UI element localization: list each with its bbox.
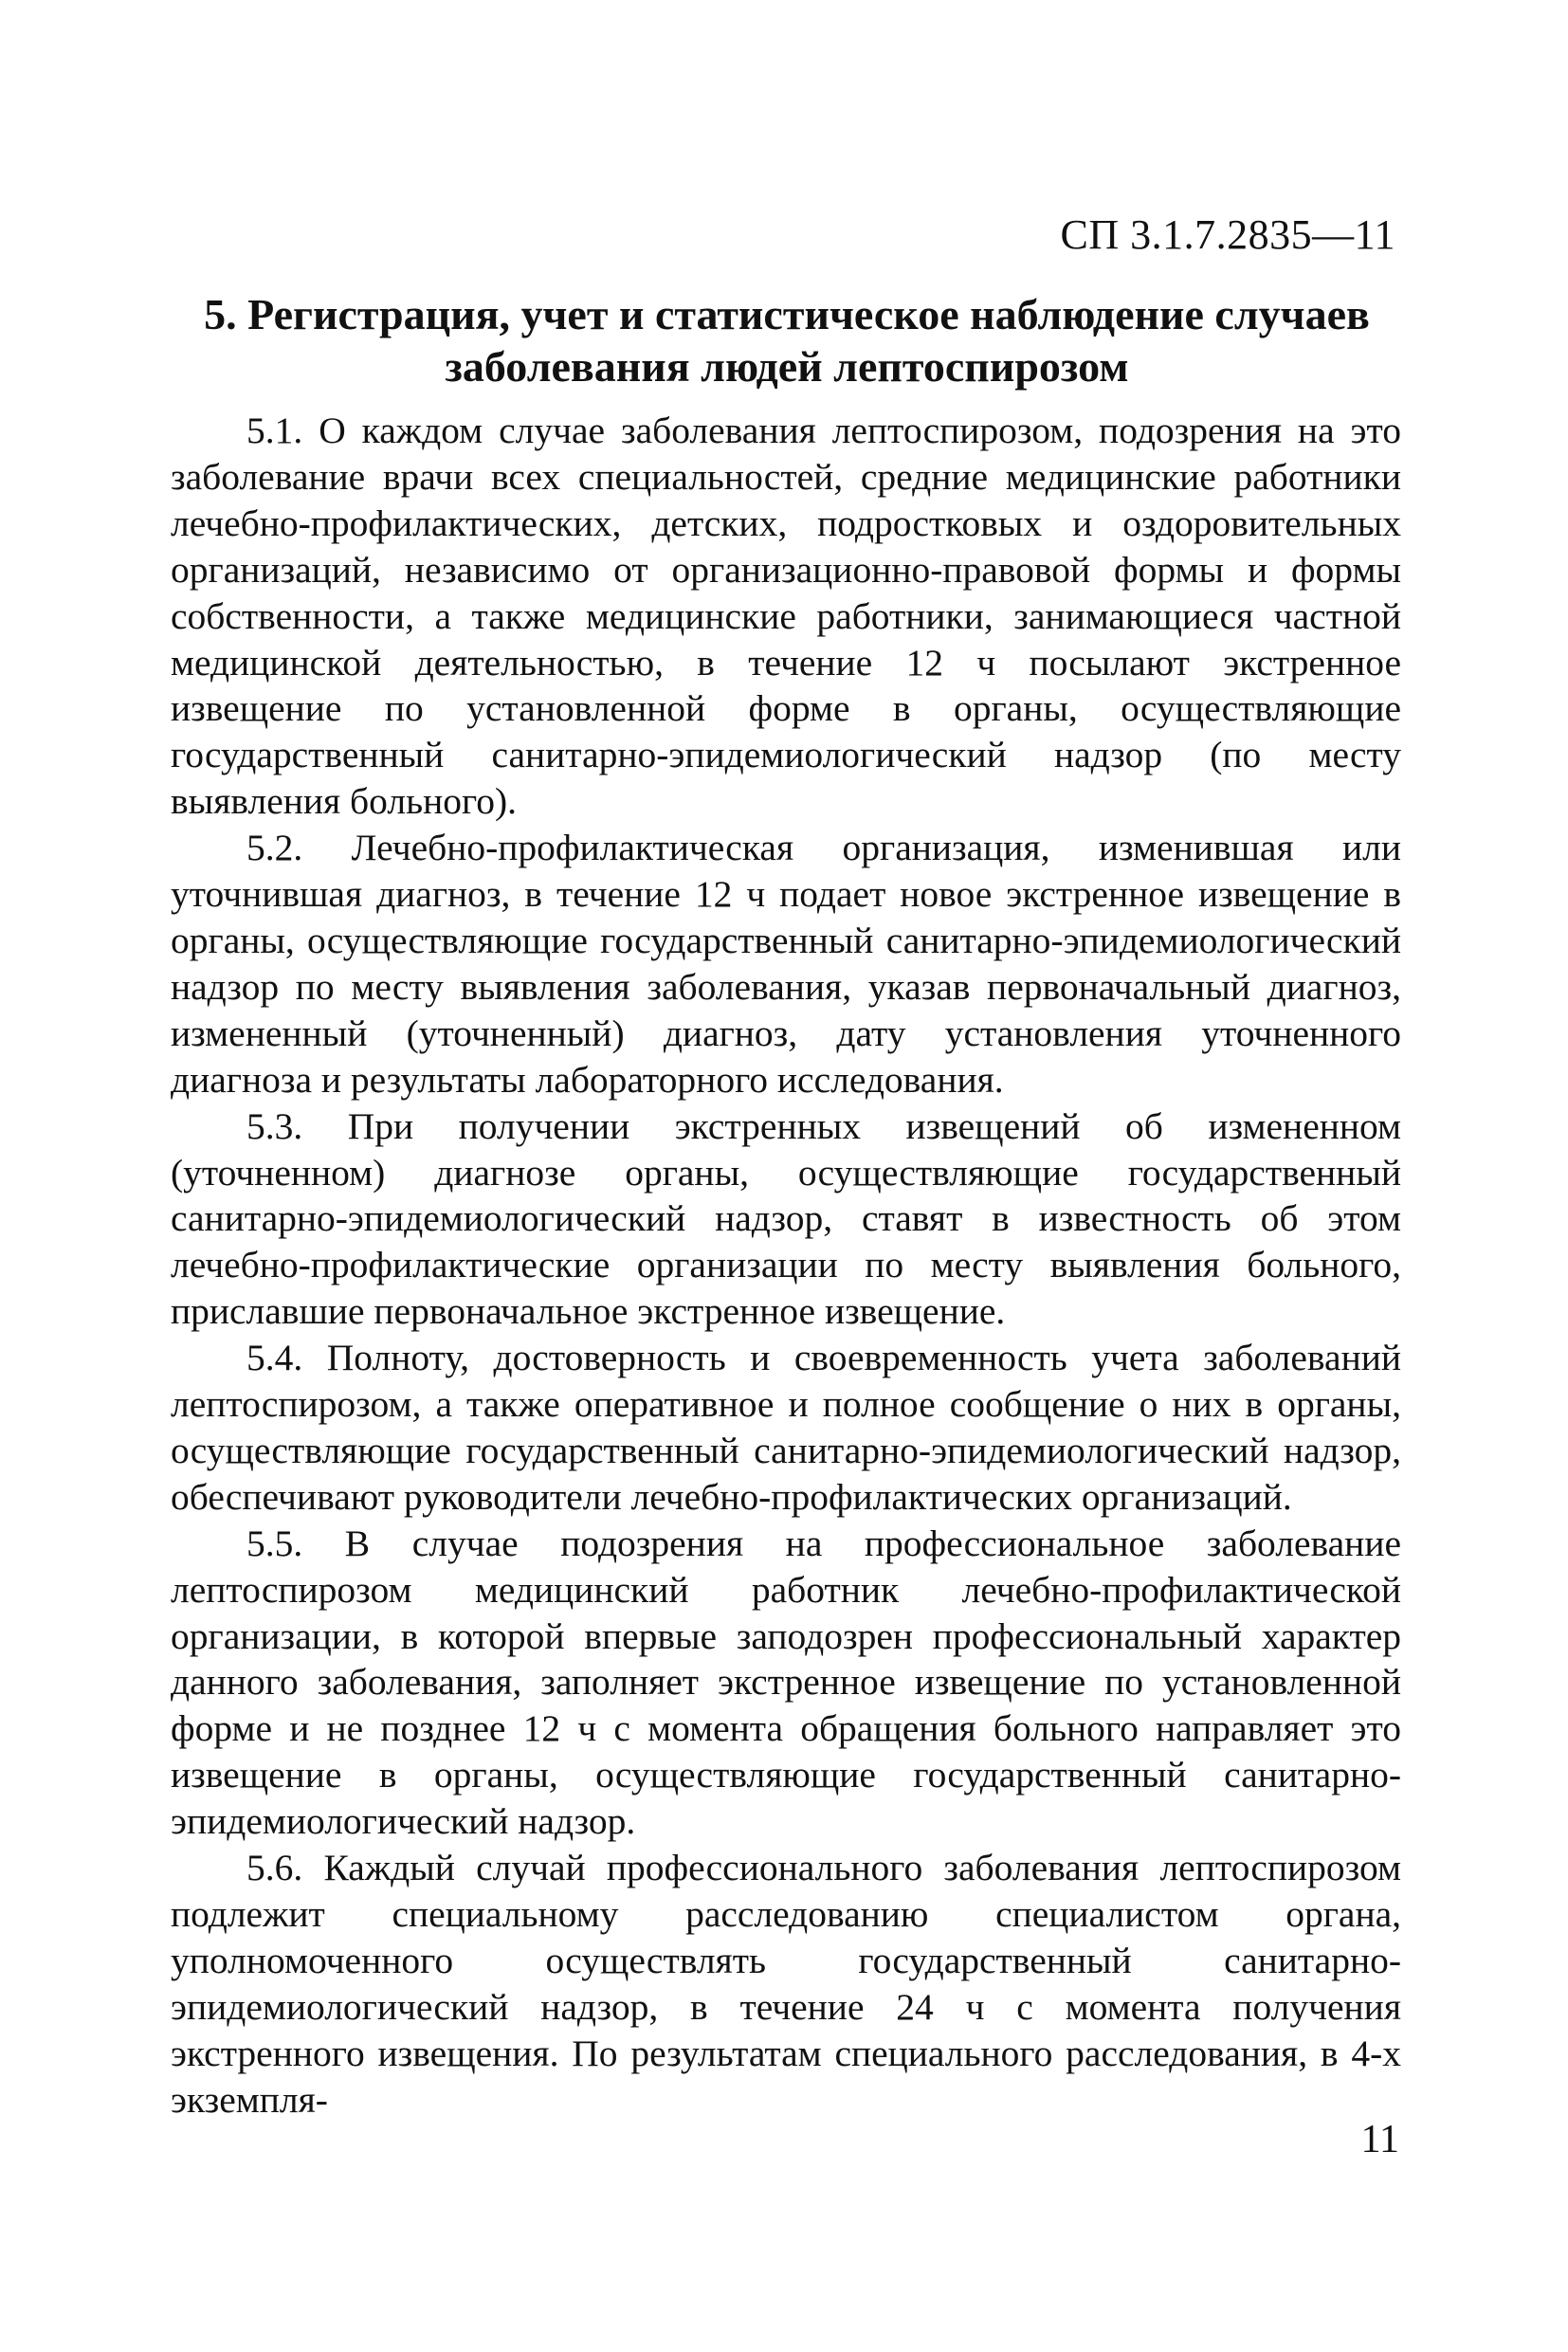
paragraph-5-3: 5.3. При получении экстренных извещений об измененном (уточненном) диагнозе органы, осуществляющие государственный санитарно-эпидемиологический надзор, ставят в известность об этом лечебно-профилактические организации по месту выявления больного, приславшие первоначальное экстренное извещение. [171,1104,1401,1333]
paragraph-5-4: 5.4. Полноту, достоверность и своевременность учета заболеваний лептоспирозом, а также оперативное и полное сообщение о них в органы, осуществляющие государственный санитарно-эпидемиологический надзор, обеспечивают руководители лечебно-профилактических организаций. [171,1337,1401,1518]
page-number: 11 [1360,2118,1399,2161]
section-title-line-2: заболевания людей лептоспирозом [445,342,1129,391]
document-code: СП 3.1.7.2835—11 [1060,211,1395,258]
section-body [171,408,1401,2124]
paragraph-5-6: 5.6. Каждый случай профессионального заболевания лептоспирозом подлежит специальному расследованию специалистом органа, уполномоченного осуществлять государственный санитарно-эпидемиологический надзор, в течение 24 ч с момента получения экстренного извещения. По результатам специального расследования, в 4-х экземпля- [171,1847,1401,2121]
paragraph-5-1: 5.1. О каждом случае заболевания лептоспирозом, подозрения на это заболевание врачи всех специальностей, средние медицинские работники лечебно-профилактических, детских, подростковых и оздоровительных организаций, независимо от организационно-правовой формы и формы собственности, а также медицинские работники, занимающиеся частной медицинской деятельностью, в течение 12 ч посылают экстренное извещение по установленной форме в органы, осуществляющие государственный санитарно-эпидемиологический надзор (по месту выявления больного). [171,410,1401,823]
section-title [171,288,1403,392]
paragraph-5-2: 5.2. Лечебно-профилактическая организация, изменившая или уточнившая диагноз, в течение 12 ч подает новое экстренное извещение в органы, осуществляющие государственный санитарно-эпидемиологический надзор по месту выявления заболевания, указав первоначальный диагноз, измененный (уточненный) диагноз, дату установления уточненного диагноза и результаты лабораторного исследования. [171,827,1401,1101]
paragraph-5-5: 5.5. В случае подозрения на профессиональное заболевание лептоспирозом медицинский работник лечебно-профилактической организации, в которой впервые заподозрен профессиональный характер данного заболевания, заполняет экстренное извещение по установленной форме и не позднее 12 ч с момента обращения больного направляет это извещение в органы, осуществляющие государственный санитарно-эпидемиологический надзор. [171,1522,1401,1843]
section-title-line-1: 5. Регистрация, учет и статистическое наблюдение случаев [204,290,1370,338]
